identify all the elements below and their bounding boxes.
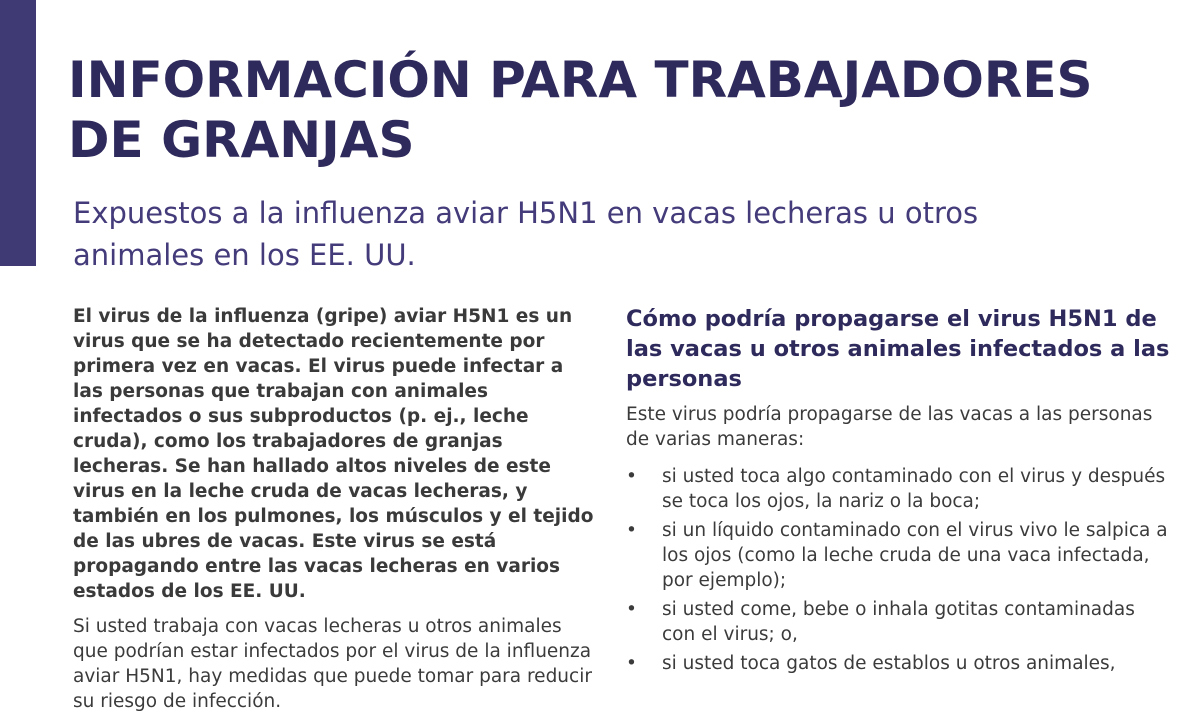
bullet-icon: • [626,653,637,674]
left-column [73,304,598,724]
list-item [626,651,1171,676]
section-intro: Este virus podría propagarse de las vacas a las personas de varias maneras: [626,404,1153,450]
accent-bar [0,0,36,266]
list-item-text: si usted toca algo contaminado con el virus y después se toca los ojos, la nariz o la boca; [662,466,1166,512]
bullet-icon: • [626,466,637,487]
page-subtitle-line-1: Expuestos a la influenza aviar H5N1 en vacas lecheras u otros [73,196,979,230]
page-title [68,50,1178,170]
list-item-text: si usted toca gatos de establos u otros animales, [662,653,1116,674]
transmission-list [626,464,1171,676]
bullet-icon: • [626,520,637,541]
list-item [626,518,1171,593]
page-title-line-1: INFORMACIÓN PARA TRABAJADORES [68,51,1093,109]
list-item-text: si usted come, bebe o inhala gotitas contaminadas con el virus; o, [662,599,1135,645]
list-item [626,464,1171,514]
page-subtitle [73,192,1133,276]
measures-paragraph: Si usted trabaja con vacas lecheras u otros animales que podrían estar infectados por el virus de la influenza aviar H5N1, hay medidas que puede tomar para reducir su riesgo de infección. [73,616,592,712]
right-column [626,304,1171,680]
page-subtitle-line-2: animales en los EE. UU. [73,238,416,272]
bullet-icon: • [626,599,637,620]
list-item-text: si un líquido contaminado con el virus vivo le salpica a los ojos (como la leche cruda de una vaca infectada, por ejemplo); [662,520,1168,591]
page-title-line-2: DE GRANJAS [68,111,415,169]
section-heading: Cómo podría propagarse el virus H5N1 de las vacas u otros animales infectados a las personas [626,306,1170,392]
list-item [626,597,1171,647]
intro-paragraph: El virus de la influenza (gripe) aviar H5N1 es un virus que se ha detectado recientemente por primera vez en vacas. El virus puede infectar a las personas que trabajan con animales infectados o sus subproductos (p. ej., leche cruda), como los trabajadores de granjas lecheras. Se han hallado altos niveles de este virus en la leche cruda de vacas lecheras, y también en los pulmones, los músculos y el tejido de las ubres de vacas. Este virus se está propagando entre las vacas lecheras en varios estados de los EE. UU. [73,306,594,602]
